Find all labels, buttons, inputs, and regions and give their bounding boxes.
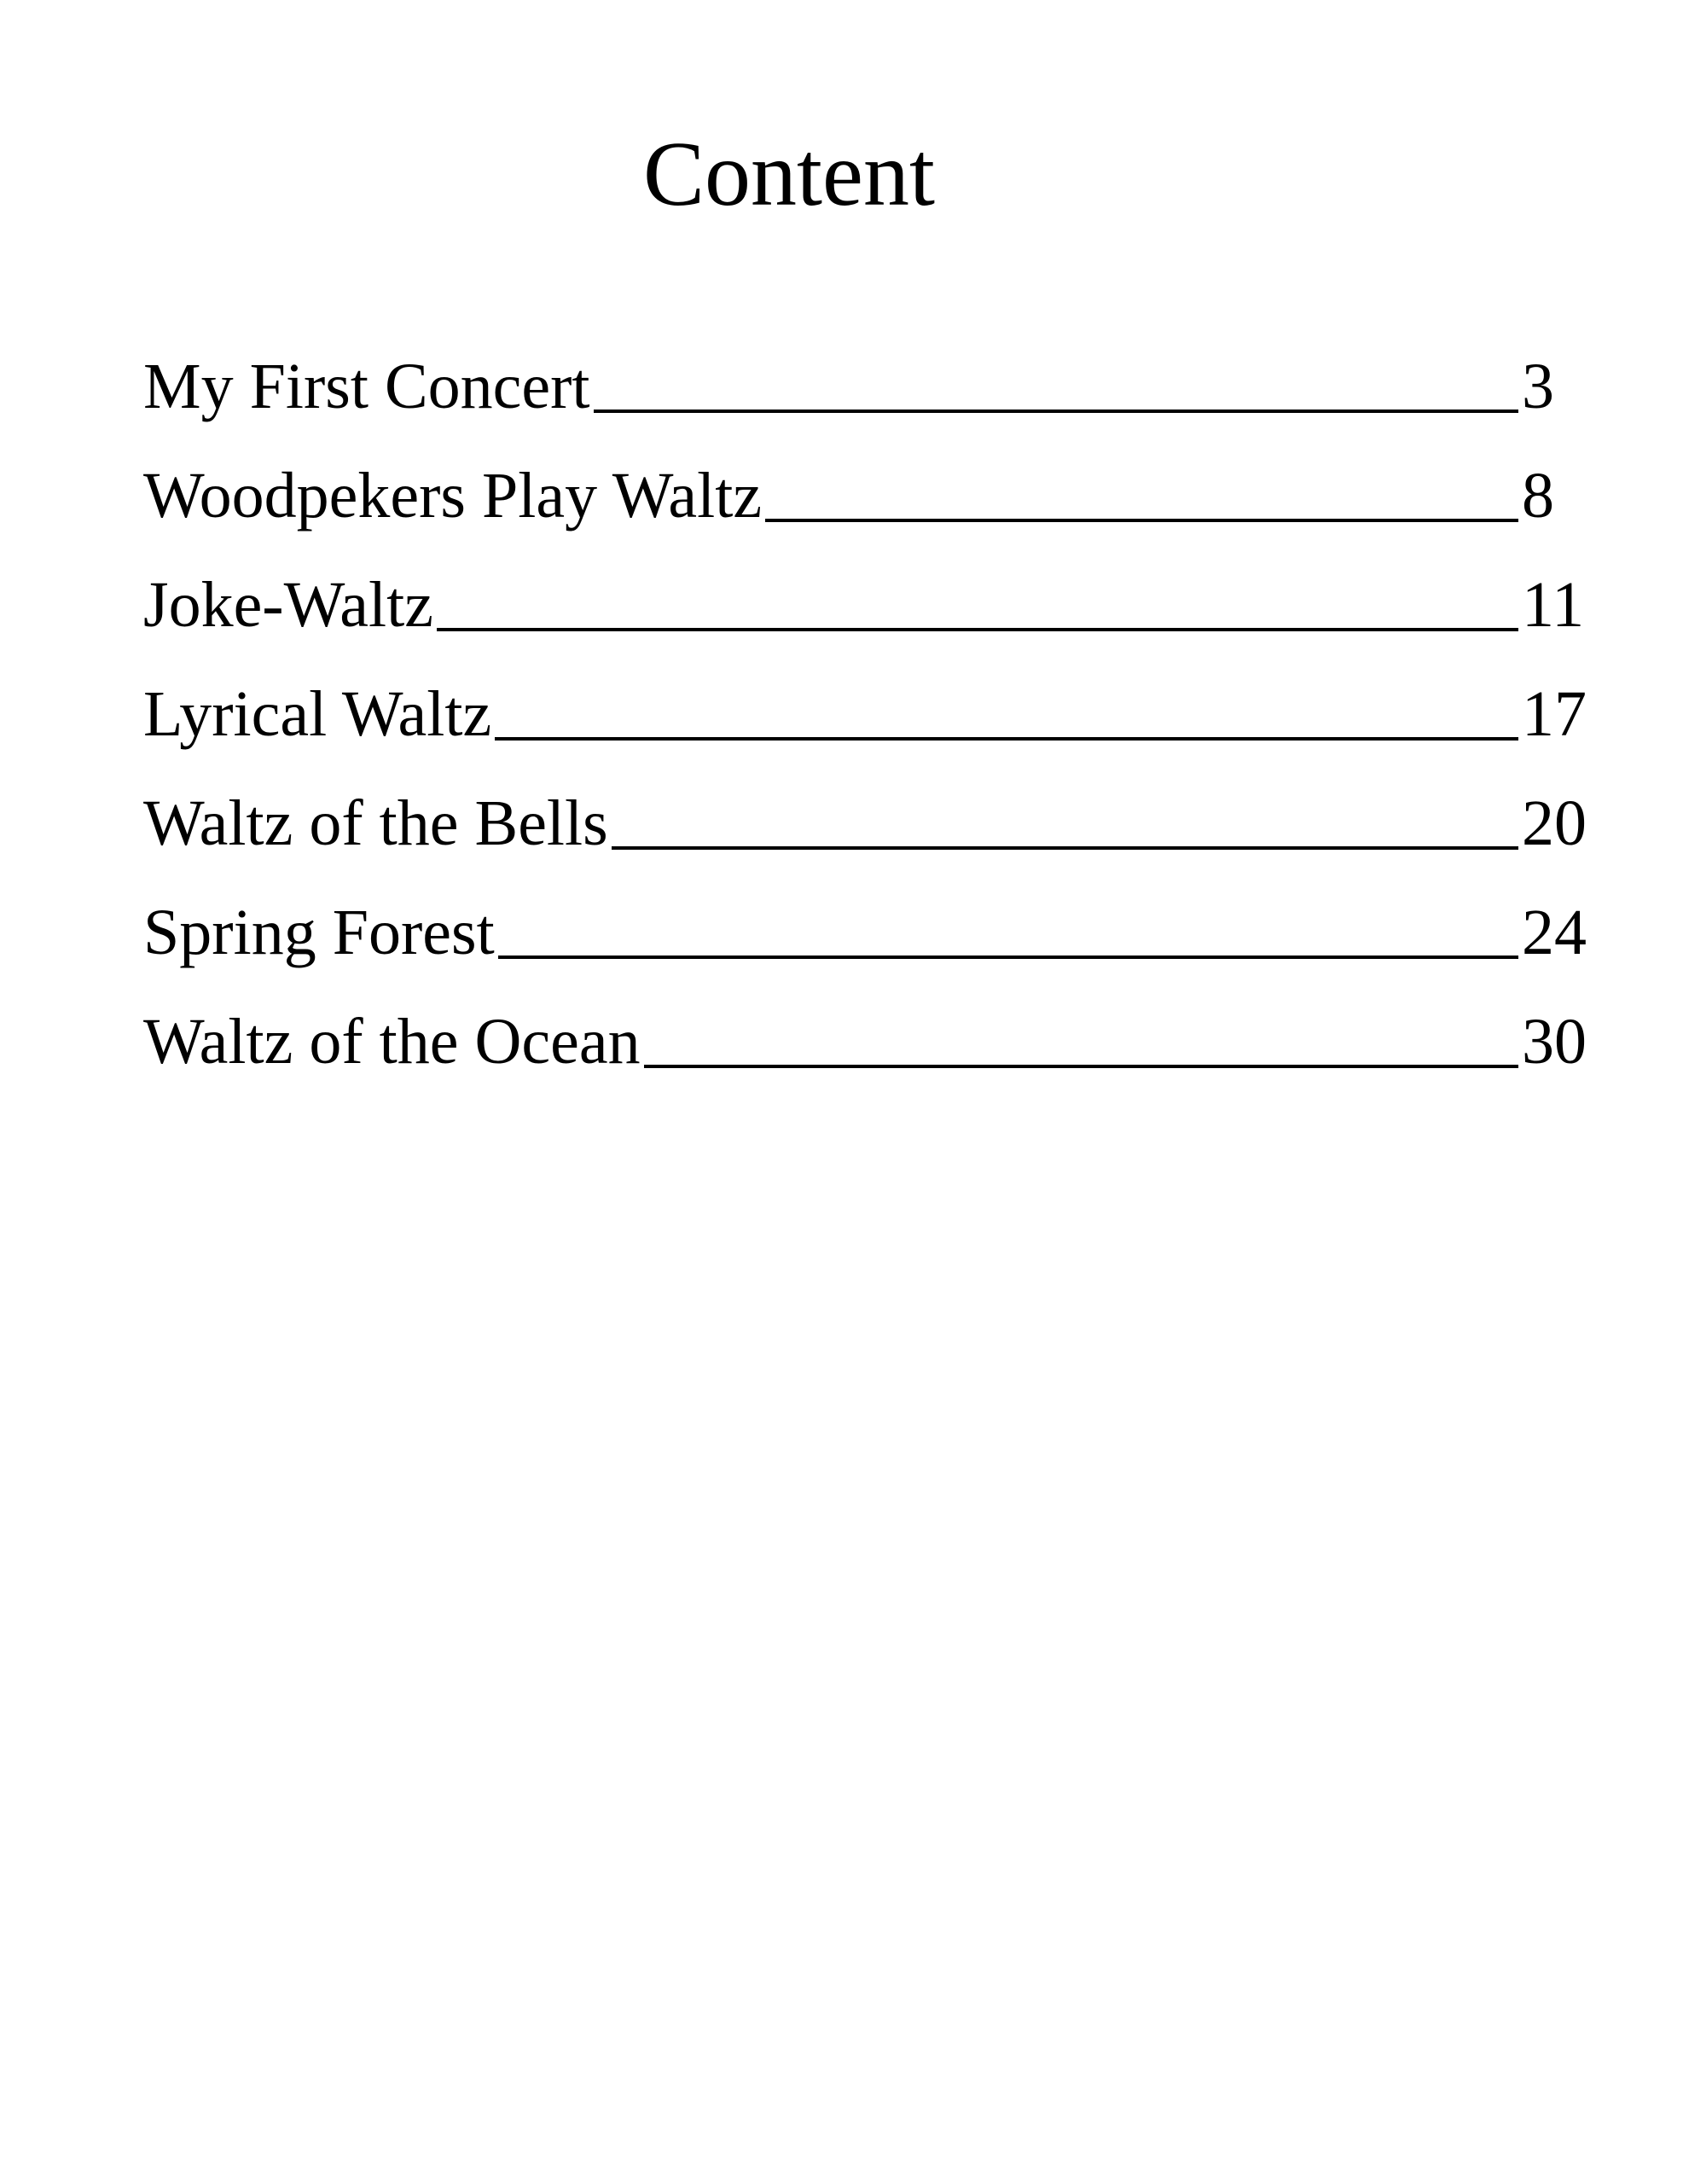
- toc-leader-line: [437, 628, 1518, 631]
- toc-entry-waltz-of-the-bells[interactable]: [143, 752, 1593, 862]
- toc-entry-page: 3: [1522, 351, 1554, 422]
- toc-entry-title: Waltz of the Ocean: [143, 1006, 641, 1077]
- page-title: Content: [643, 124, 935, 225]
- toc-leader-line: [644, 1065, 1518, 1068]
- table-of-contents: [143, 316, 1593, 1080]
- toc-leader-line: [498, 956, 1518, 959]
- toc-leader-line: [495, 737, 1518, 741]
- toc-leader-line: [765, 519, 1518, 522]
- toc-entry-title: Lyrical Waltz: [143, 678, 492, 750]
- toc-entry-page: 8: [1522, 460, 1554, 531]
- toc-entry-title: Spring Forest: [143, 897, 495, 968]
- toc-entry-lyrical-waltz[interactable]: [143, 643, 1593, 752]
- toc-entry-page: 24: [1522, 897, 1587, 968]
- toc-entry-spring-forest[interactable]: [143, 862, 1593, 971]
- toc-entry-page: 30: [1522, 1006, 1587, 1077]
- toc-entry-title: Joke-Waltz: [143, 569, 433, 641]
- toc-entry-waltz-of-the-ocean[interactable]: [143, 971, 1593, 1080]
- toc-entry-my-first-concert[interactable]: [143, 316, 1593, 425]
- toc-entry-title: Waltz of the Bells: [143, 787, 608, 859]
- toc-leader-line: [594, 410, 1518, 413]
- toc-entry-page: 11: [1522, 569, 1585, 641]
- toc-entry-page: 17: [1522, 678, 1587, 750]
- toc-entry-page: 20: [1522, 787, 1587, 859]
- toc-leader-line: [612, 846, 1518, 850]
- toc-entry-woodpekers-play-waltz[interactable]: [143, 425, 1593, 534]
- toc-entry-title: My First Concert: [143, 351, 590, 422]
- toc-entry-title: Woodpekers Play Waltz: [143, 460, 763, 531]
- toc-entry-joke-waltz[interactable]: [143, 534, 1593, 643]
